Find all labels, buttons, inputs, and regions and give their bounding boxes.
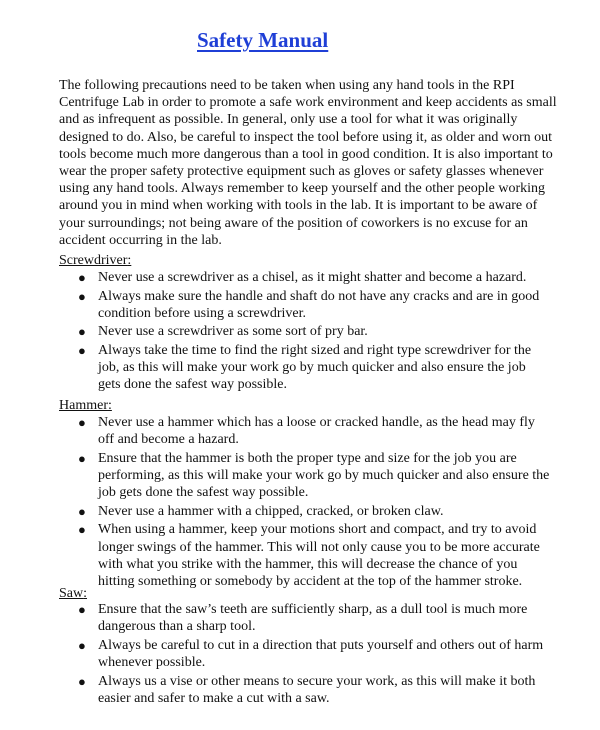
list-item: ● Always take the time to find the right sized and right type screwdriver for the job, as this will make your work go by much quicker and also ensure the job gets done the safest way possible. bbox=[78, 342, 532, 393]
list-item: ● Always make sure the handle and shaft do not have any cracks and are in good condition before using a screwdriver. bbox=[78, 288, 540, 321]
list-item: ● Ensure that the hammer is both the proper type and size for the job you are performing, as this will make your work go by much quicker and also ensure the job gets done the safest way possible. bbox=[78, 450, 550, 501]
list-item: ● Never use a hammer with a chipped, cracked, or broken claw. bbox=[78, 503, 444, 519]
hammer-list bbox=[0, 414, 600, 592]
document-title: Safety Manual bbox=[197, 28, 329, 52]
section-heading-label: Screwdriver bbox=[59, 253, 128, 268]
section-heading-saw: Saw: bbox=[59, 586, 88, 601]
screwdriver-list bbox=[0, 269, 600, 395]
list-item: ● Never use a hammer which has a loose or cracked handle, as the head may fly off and become a hazard. bbox=[78, 415, 535, 448]
list-item: ● Never use a screwdriver as a chisel, as it might shatter and become a hazard. bbox=[78, 270, 527, 285]
list-item: ● Always us a vise or other means to secure your work, as this will make it both easier and safer to make a cut with a saw. bbox=[78, 673, 536, 706]
section-heading-label: Saw bbox=[59, 586, 84, 601]
bullet-icon: ● bbox=[78, 288, 86, 304]
bullet-icon: ● bbox=[78, 637, 86, 653]
list-item: ● Ensure that the saw’s teeth are sufficiently sharp, as a dull tool is much more dangerous than a sharp tool. bbox=[78, 602, 528, 635]
section-heading-screwdriver: Screwdriver: bbox=[59, 253, 132, 268]
bullet-icon: ● bbox=[78, 342, 86, 358]
bullet-icon: ● bbox=[78, 503, 86, 519]
intro-paragraph: The following precautions need to be taken when using any hand tools in the RPI Centrifuge Lab in order to promote a safe work environment and keep accidents as small and as infrequent as possible. In general, only use a tool for what it was originally designed to do. Also, be careful to inspect the tool before using it, as older and worn out tools become much more dangerous than a tool in good condition. It is also important to wear the proper safety protective equipment such as gloves or safety glasses whenever using any hand tools. Always remember to keep yourself and the other people working around you in mind when working with tools in the lab. It is important to be aware of your surroundings; not being aware of the position of coworkers is no excuse for an accident occurring in the lab. bbox=[59, 78, 557, 248]
bullet-icon: ● bbox=[78, 522, 86, 538]
list-item: ● Never use a screwdriver as some sort of pry bar. bbox=[78, 324, 368, 340]
saw-list bbox=[0, 601, 600, 708]
bullet-icon: ● bbox=[78, 270, 86, 285]
section-heading-label: Hammer bbox=[59, 398, 108, 413]
bullet-icon: ● bbox=[78, 324, 86, 340]
list-item: ● When using a hammer, keep your motions short and compact, and try to avoid longer swings of the hammer. This will not only cause you to be more accurate with what you strike with the hammer, this will decrease the chance of you hitting something or somebody by accident at the top of the hammer stroke. bbox=[78, 522, 540, 589]
bullet-icon: ● bbox=[78, 602, 86, 617]
section-heading-hammer: Hammer: bbox=[59, 398, 112, 413]
bullet-icon: ● bbox=[78, 450, 86, 466]
list-item: ● Always be careful to cut in a direction that puts yourself and others out of harm whenever possible. bbox=[78, 637, 544, 670]
bullet-icon: ● bbox=[78, 673, 86, 689]
bullet-icon: ● bbox=[78, 415, 86, 430]
